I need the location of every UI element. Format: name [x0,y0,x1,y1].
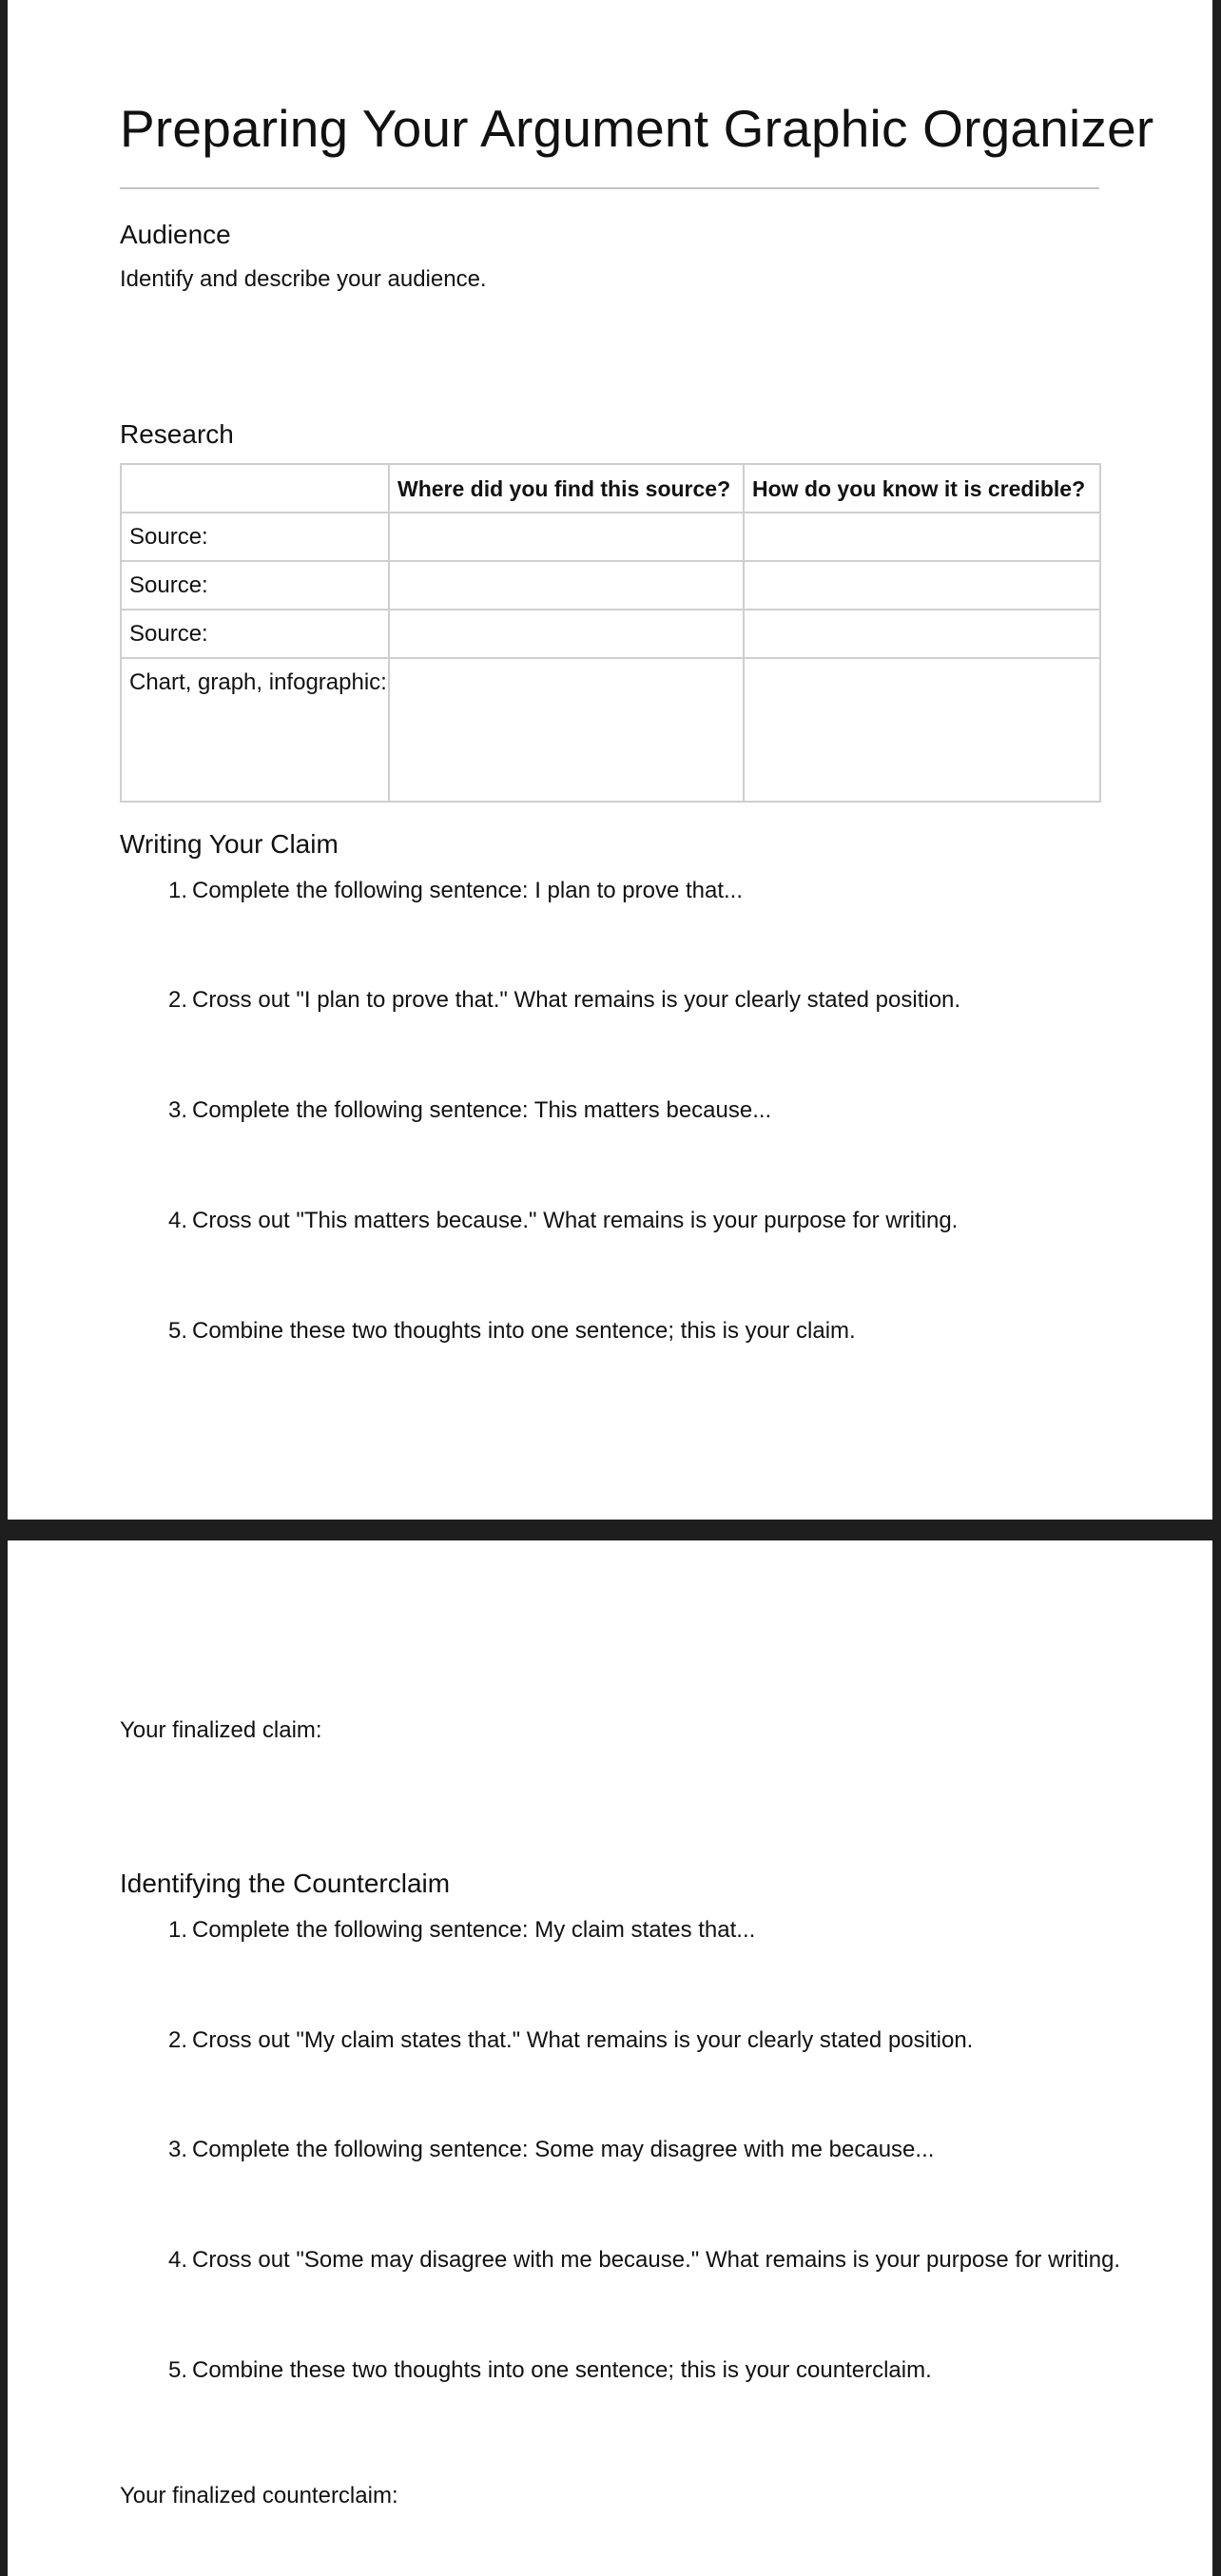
research-header-credible: How do you know it is credible? [744,464,1100,513]
list-item-text: Complete the following sentence: My claim states that... [192,1917,756,1943]
research-row-label: Chart, graph, infographic: [121,658,389,802]
list-item-text: Cross out "Some may disagree with me because." What remains is your purpose for writing. [192,2247,1121,2273]
list-item-number: 5. [167,1318,187,1344]
audience-prompt: Identify and describe your audience. [120,266,487,292]
list-item-number: 4. [167,2247,187,2273]
research-row-source-3 [121,610,1100,658]
research-header-row [121,464,1100,513]
research-row-label: Source: [121,610,389,658]
counterclaim-heading: Identifying the Counterclaim [120,1869,451,1898]
research-cell-credible[interactable] [744,658,1100,802]
research-row-source-2 [121,561,1100,610]
research-row-label: Source: [121,561,389,610]
research-row-source-1 [121,513,1100,561]
research-cell-where[interactable] [389,658,744,802]
list-item-text: Complete the following sentence: I plan to prove that... [192,878,744,903]
research-row-label: Source: [121,513,389,561]
research-cell-credible[interactable] [744,513,1100,561]
research-cell-where[interactable] [389,513,744,561]
list-item-number: 2. [167,2027,187,2053]
research-cell-credible[interactable] [744,610,1100,658]
list-item-number: 4. [167,1208,187,1233]
research-table [120,463,1101,803]
list-item-text: Complete the following sentence: This matters because... [192,1097,772,1123]
list-item-number: 3. [167,2137,187,2162]
list-item-text: Cross out "I plan to prove that." What remains is your clearly stated position. [192,987,961,1013]
list-item-number: 2. [167,987,187,1013]
list-item-text: Cross out "This matters because." What remains is your purpose for writing. [192,1208,959,1233]
list-item-number: 5. [167,2357,187,2383]
document-page-1 [8,0,1212,1520]
research-header-where: Where did you find this source? [389,464,744,513]
research-header-blank [121,464,389,513]
list-item-number: 1. [167,878,187,903]
document-title: Preparing Your Argument Graphic Organizer [120,99,1154,158]
list-item-number: 3. [167,1097,187,1123]
research-cell-where[interactable] [389,561,744,610]
list-item-text: Combine these two thoughts into one sentence; this is your counterclaim. [192,2357,932,2383]
list-item-number: 1. [167,1917,187,1943]
document-page-2 [8,1540,1212,2576]
research-cell-where[interactable] [389,610,744,658]
research-row-chart [121,658,1100,802]
research-cell-credible[interactable] [744,561,1100,610]
list-item-text: Complete the following sentence: Some may disagree with me because... [192,2137,935,2162]
finalized-claim-label: Your finalized claim: [120,1717,322,1743]
claim-heading: Writing Your Claim [120,829,339,859]
finalized-counterclaim-label: Your finalized counterclaim: [120,2483,398,2508]
audience-heading: Audience [120,220,231,249]
research-heading: Research [120,419,234,449]
list-item-text: Combine these two thoughts into one sentence; this is your claim. [192,1318,856,1344]
list-item-text: Cross out "My claim states that." What remains is your clearly stated position. [192,2027,974,2053]
title-divider [120,187,1099,189]
